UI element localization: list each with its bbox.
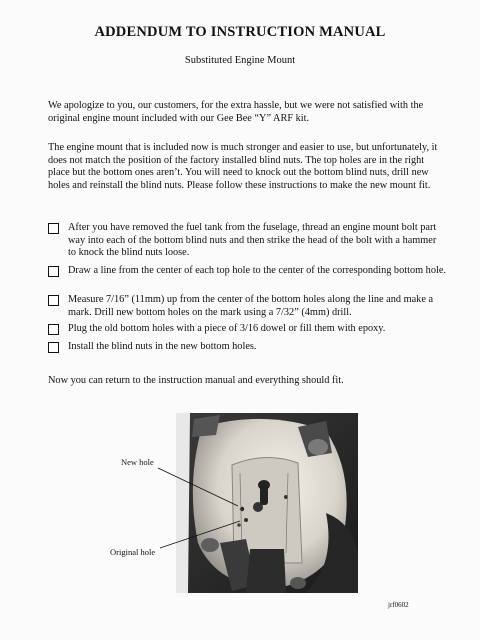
original-hole-label: Original hole: [110, 547, 156, 557]
closing-paragraph: Now you can return to the instruction manual and everything should fit.: [48, 375, 344, 386]
instructions-paragraph: The engine mount that is included now is much stronger and easier to use, but unfortunately, it does not match the position of the factory installed blind nuts. The top holes are in the right place but the bottom ones aren’t. You will need to knock out the bottom blind nuts, drill new holes and reinstall the blind nuts. Please follow these instructions to make the new mount fit.: [48, 142, 438, 191]
document-title: ADDENDUM TO INSTRUCTION MANUAL: [94, 24, 386, 40]
new-hole-pointer: [158, 468, 238, 506]
step-text: Install the blind nuts in the new bottom holes.: [68, 341, 257, 352]
document-subtitle: Substituted Engine Mount: [184, 55, 296, 66]
footer-code: jrf0602: [388, 601, 409, 609]
new-hole-label: New hole: [121, 457, 154, 467]
step-text: Plug the old bottom holes with a piece of 3/16 dowel or fill them with epoxy.: [68, 323, 386, 334]
intro-paragraph: We apologize to you, our customers, for the extra hassle, but we were not satisfied with the original engine mount included with our Gee Bee “Y” ARF kit.: [48, 100, 424, 124]
original-hole-pointer: [160, 521, 240, 548]
step-text: Measure 7/16” (11mm) up from the center of the bottom holes along the line and make a mark. Drill new bottom holes on the mark using a 7/32” (4mm) drill.: [68, 294, 434, 318]
step-text: Draw a line from the center of each top hole to the center of the corresponding bottom hole.: [68, 265, 446, 276]
step-text: After you have removed the fuel tank from the fuselage, thread an engine mount bolt part way into each of the bottom blind nuts and then strike the head of the bolt with a hammer to knock the blind nuts loose.: [68, 222, 437, 259]
